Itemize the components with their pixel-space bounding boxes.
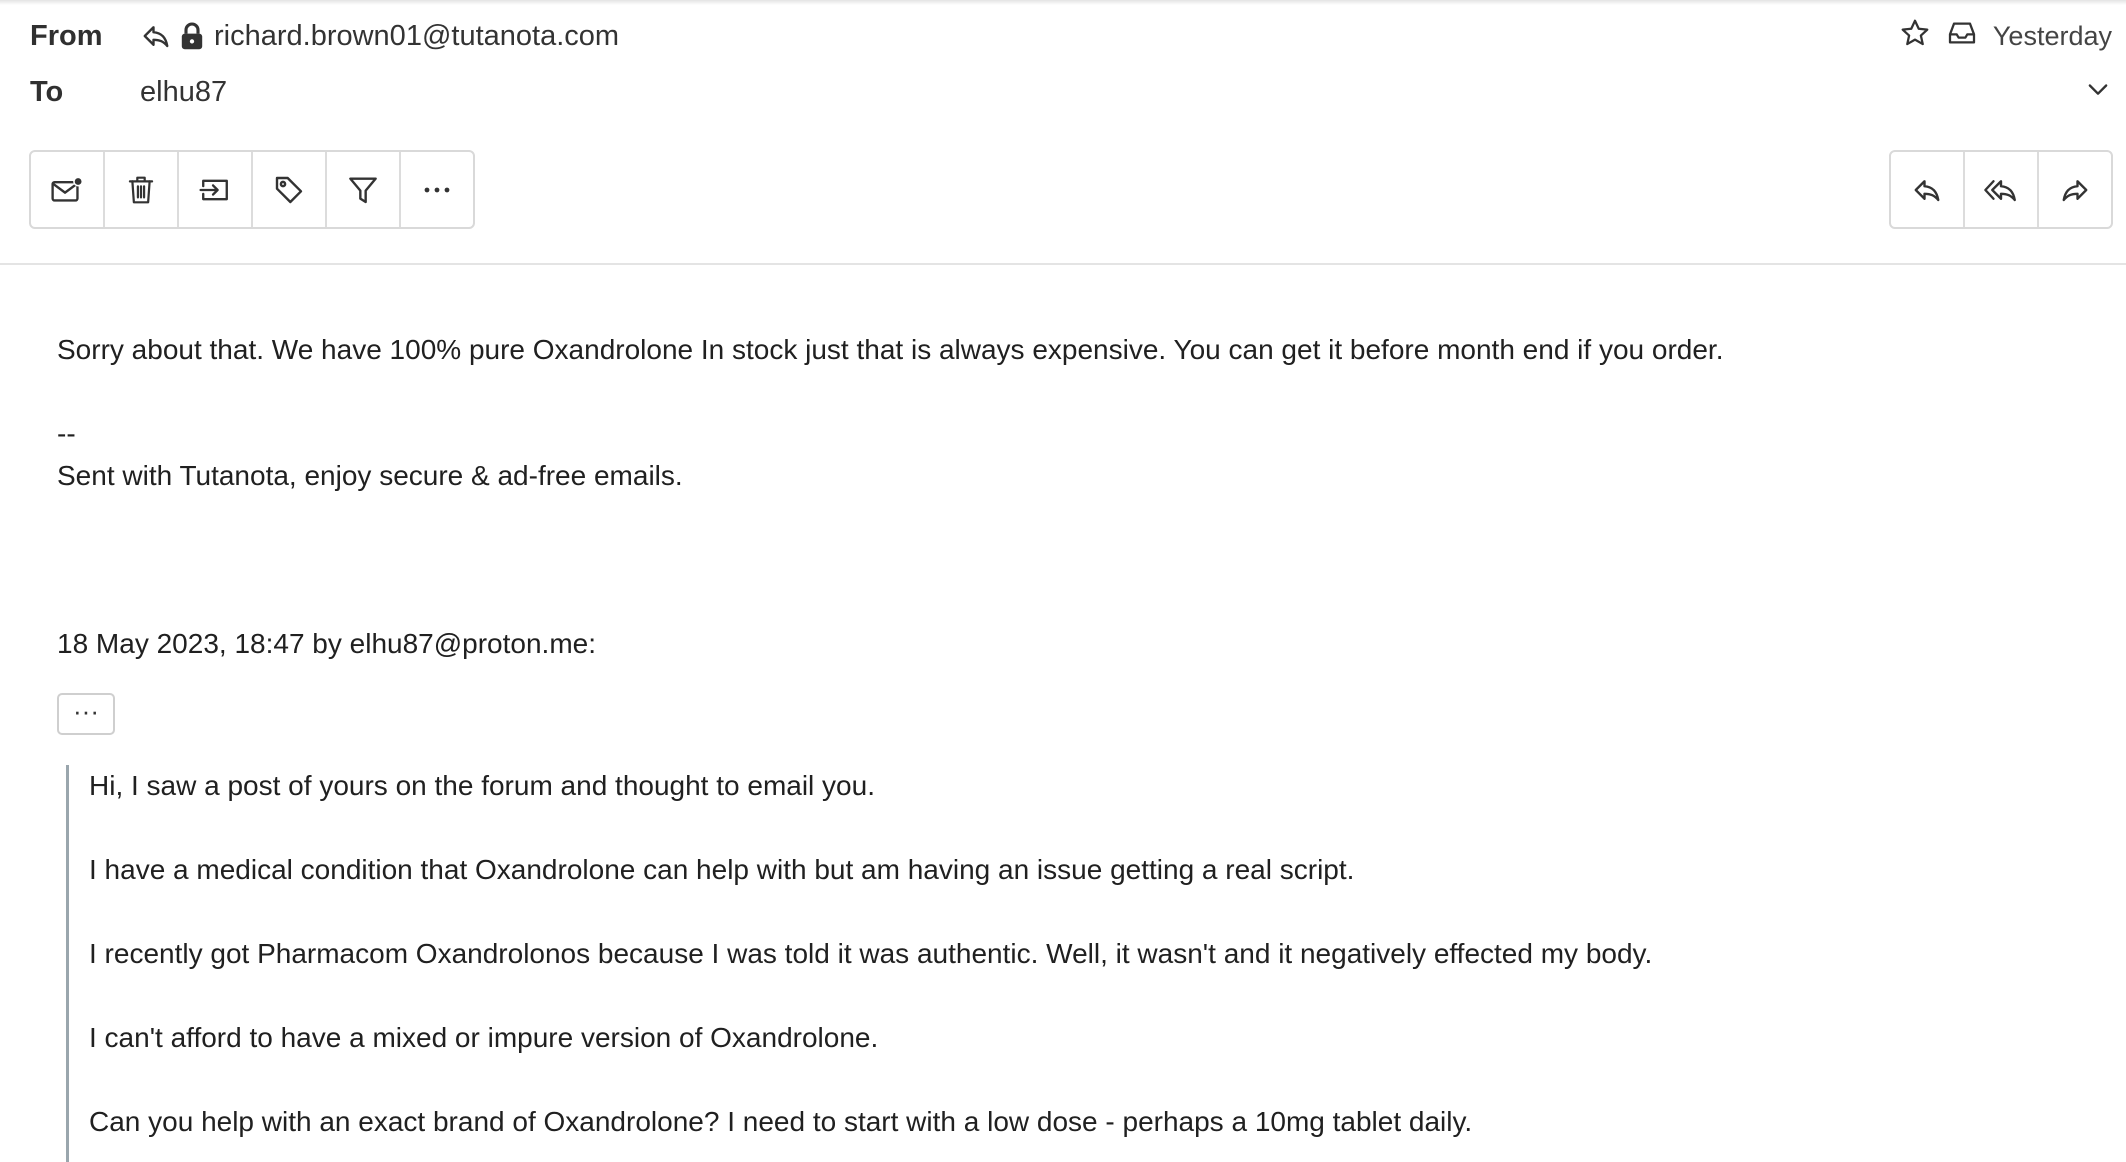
quoted-line: I recently got Pharmacom Oxandrolonos because I was told it was authentic. Well, it wasn't and it negatively effected my body. (89, 938, 1653, 969)
signature: Sent with Tutanota, enjoy secure & ad-free emails. (57, 460, 683, 491)
trash-icon (126, 174, 156, 206)
star-icon[interactable] (1899, 17, 1931, 56)
move-folder-icon (198, 175, 232, 205)
quoted-line: Hi, I saw a post of yours on the forum and thought to email you. (89, 770, 875, 801)
quote-bar (66, 765, 69, 1162)
reply-all-button[interactable] (1963, 152, 2037, 227)
reply-actions-toolbar (1889, 150, 2113, 229)
quoted-line: I have a medical condition that Oxandrolone can help with but am having an issue getting a real script. (89, 854, 1355, 885)
forward-button[interactable] (2037, 152, 2111, 227)
reply-button[interactable] (1891, 152, 1963, 227)
quoted-line: I can't afford to have a mixed or impure version of Oxandrolone. (89, 1022, 879, 1053)
mark-unread-button[interactable] (31, 152, 103, 227)
show-quote-button[interactable]: ··· (57, 693, 115, 735)
more-icon (422, 186, 452, 194)
forward-icon (2059, 175, 2091, 205)
to-label: To (30, 75, 64, 108)
label-button[interactable] (251, 152, 325, 227)
message-text: Sorry about that. We have 100% pure Oxandrolone In stock just that is always expensive. You can get it before month end if you order. (57, 334, 1724, 365)
delete-button[interactable] (103, 152, 177, 227)
from-address: richard.brown01@tutanota.com (214, 19, 620, 52)
to-row (30, 64, 2112, 120)
filter-button[interactable] (325, 152, 399, 227)
from-row (30, 8, 2112, 64)
from-label: From (30, 19, 103, 52)
header-divider (0, 263, 2126, 265)
move-button[interactable] (177, 152, 251, 227)
filter-icon (347, 174, 379, 206)
top-shadow (0, 0, 2126, 5)
quote-header: 18 May 2023, 18:47 by elhu87@proton.me: (57, 628, 596, 659)
message-actions-toolbar (29, 150, 475, 229)
reply-icon (1911, 175, 1943, 205)
sender[interactable] (140, 20, 619, 53)
more-button[interactable] (399, 152, 473, 227)
quoted-line: Can you help with an exact brand of Oxandrolone? I need to start with a low dose - perhaps a 10mg tablet daily. (89, 1106, 1473, 1137)
tag-icon (273, 174, 305, 206)
signature-separator: -- (57, 418, 76, 449)
mail-unread-icon (50, 175, 84, 205)
received-date: Yesterday (1992, 20, 2112, 51)
reply-all-icon (1983, 175, 2019, 205)
chevron-down-icon[interactable] (2084, 75, 2112, 110)
replied-icon (140, 21, 172, 51)
to-address[interactable]: elhu87 (140, 75, 228, 108)
inbox-icon (1945, 17, 1979, 56)
lock-icon (180, 21, 204, 51)
